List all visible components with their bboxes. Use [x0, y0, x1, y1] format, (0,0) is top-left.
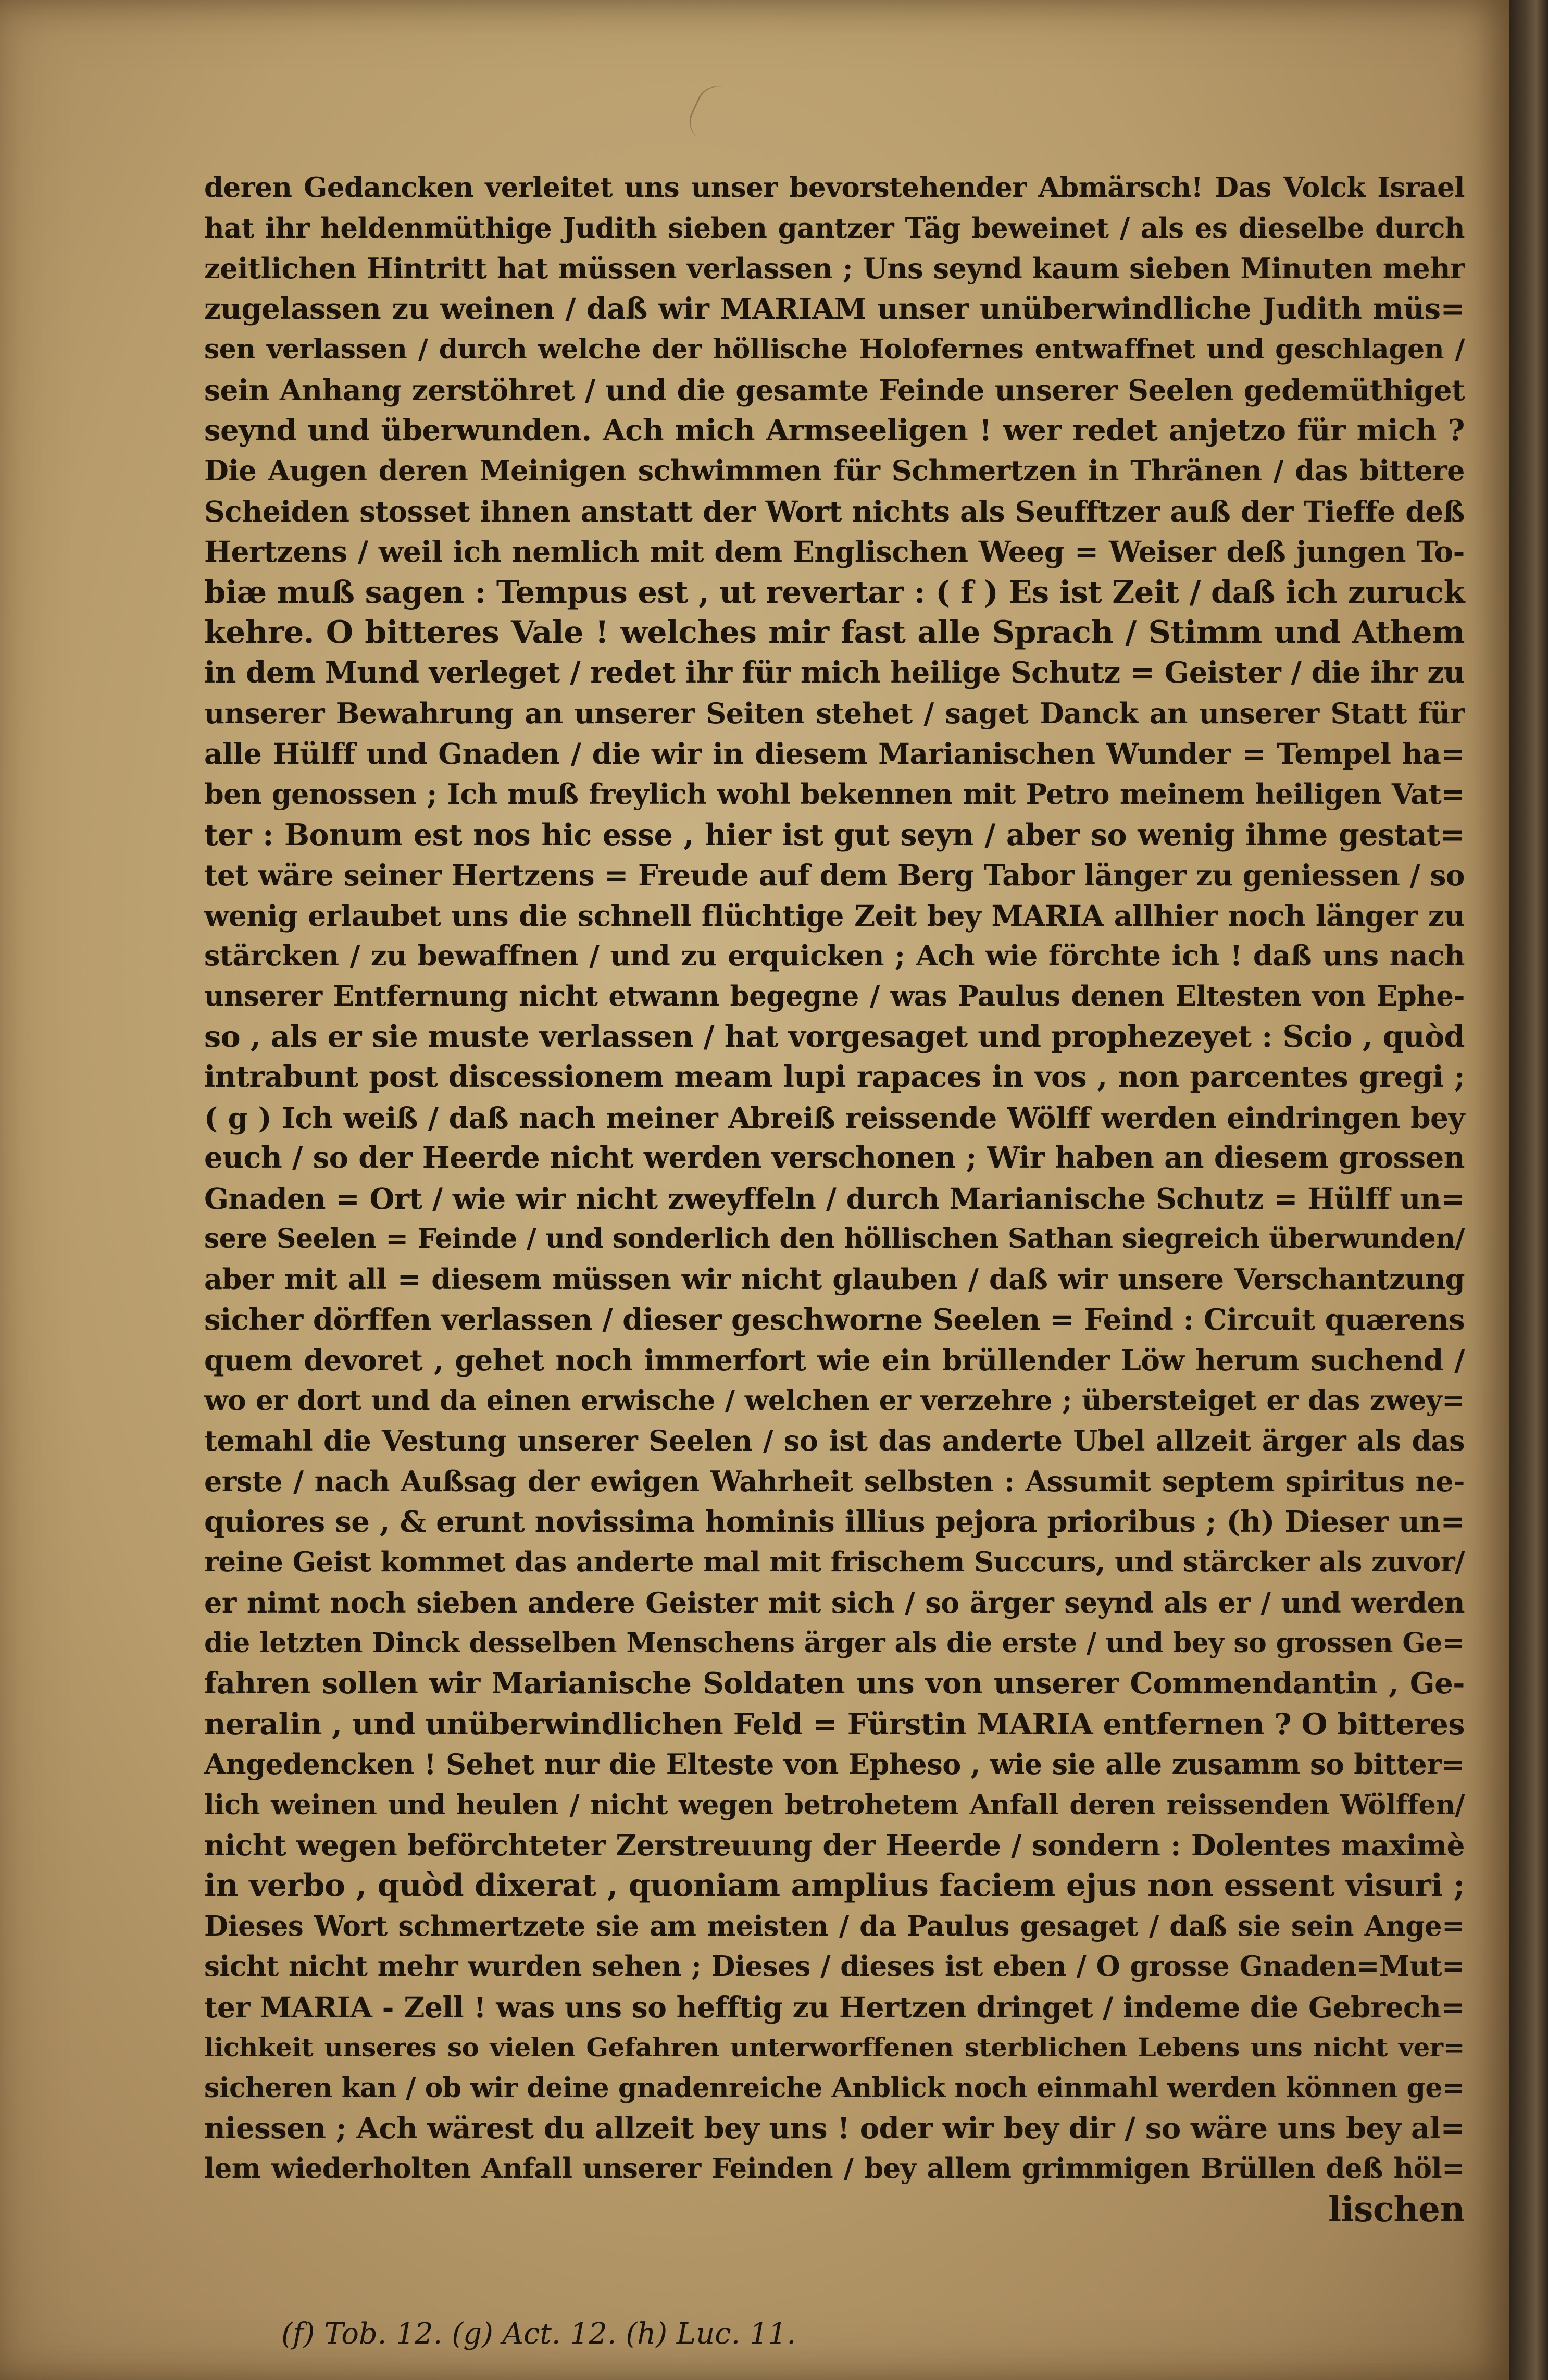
- text-line: Die Augen deren Meinigen schwimmen für Schmertzen in Thränen / das bittere: [204, 454, 1465, 488]
- body-text: [204, 168, 1465, 2229]
- text-line: in dem Mund verleget / redet ihr für mich heilige Schutz = Geister / die ihr zu: [204, 655, 1465, 690]
- text-line: quem devoret , gehet noch immerfort wie ein brüllender Löw herum suchend /: [204, 1343, 1465, 1378]
- text-line: reine Geist kommet das anderte mal mit frischem Succurs, und stärcker als zuvor/: [204, 1546, 1465, 1579]
- text-line: Hertzens / weil ich nemlich mit dem Englischen Weeg = Weiser deß jungen To-: [204, 535, 1465, 569]
- ink-mark: [683, 80, 746, 150]
- text-line: quiores se , & erunt novissima hominis illius pejora prioribus ; (h) Dieser un=: [204, 1504, 1465, 1539]
- text-line: ter : Bonum est nos hic esse , hier ist gut seyn / aber so wenig ihme gestat=: [204, 817, 1465, 852]
- text-line: unserer Entfernung nicht etwann begegne / was Paulus denen Eltesten von Ephe-: [204, 980, 1465, 1012]
- text-line: sere Seelen = Feinde / und sonderlich den höllischen Sathan siegreich überwunden/: [204, 1223, 1465, 1255]
- text-line: sen verlassen / durch welche der höllische Holofernes entwaffnet und geschlagen /: [204, 333, 1465, 366]
- footnotes: (f) Tob. 12. (g) Act. 12. (h) Luc. 11.: [281, 2317, 796, 2351]
- book-binding-edge: [1509, 0, 1548, 2380]
- text-line: sein Anhang zerstöhret / und die gesamte Feinde unserer Seelen gedemüthiget: [204, 373, 1465, 407]
- text-line: niessen ; Ach wärest du allzeit bey uns ! oder wir bey dir / so wäre uns bey al=: [204, 2111, 1465, 2146]
- text-line: Gnaden = Ort / wie wir nicht zweyffeln / durch Marianische Schutz = Hülff un=: [204, 1181, 1465, 1216]
- text-line: ter MARIA - Zell ! was uns so hefftig zu Hertzen dringet / indeme die Gebrech=: [204, 1990, 1465, 2024]
- text-line: zugelassen zu weinen / daß wir MARIAM unser unüberwindliche Judith müs=: [204, 291, 1465, 326]
- text-line: nicht wegen beförchteter Zerstreuung der Heerde / sondern : Dolentes maximè: [204, 1828, 1465, 1863]
- text-line: lich weinen und heulen / nicht wegen betrohetem Anfall deren reissenden Wölffen/: [204, 1789, 1465, 1821]
- text-line: in verbo , quòd dixerat , quoniam amplius faciem ejus non essent visuri ;: [204, 1867, 1465, 1904]
- text-line: wenig erlaubet uns die schnell flüchtige Zeit bey MARIA allhier noch länger zu: [204, 898, 1465, 933]
- text-line: zeitlichen Hintritt hat müssen verlassen ; Uns seynd kaum sieben Minuten mehr: [204, 252, 1465, 286]
- text-line: biæ muß sagen : Tempus est , ut revertar : ( f ) Es ist Zeit / daß ich zuruck: [204, 574, 1465, 610]
- text-line: erste / nach Außsag der ewigen Wahrheit selbsten : Assumit septem spiritus ne-: [204, 1465, 1465, 1498]
- text-line: alle Hülff und Gnaden / die wir in diesem Marianischen Wunder = Tempel ha=: [204, 737, 1465, 771]
- text-line: so , als er sie muste verlassen / hat vorgesaget und prophezeyet : Scio , quòd: [204, 1019, 1465, 1055]
- text-line: ben genossen ; Ich muß freylich wohl bekennen mit Petro meinem heiligen Vat=: [204, 777, 1465, 811]
- text-line: seynd und überwunden. Ach mich Armseeligen ! wer redet anjetzo für mich ?: [204, 413, 1465, 448]
- text-line: intrabunt post discessionem meam lupi rapaces in vos , non parcentes gregi ;: [204, 1060, 1465, 1095]
- text-line: Dieses Wort schmertzete sie am meisten / da Paulus gesaget / daß sie sein Ange=: [204, 1910, 1465, 1942]
- text-line: kehre. O bitteres Vale ! welches mir fast alle Sprach / Stimm und Athem: [204, 614, 1465, 651]
- text-line: neralin , und unüberwindlichen Feld = Fürstin MARIA entfernen ? O bitteres: [204, 1706, 1465, 1742]
- text-line: hat ihr heldenmüthige Judith sieben gantzer Täg beweinet / als es dieselbe durch: [204, 212, 1465, 244]
- text-line: wo er dort und da einen erwische / welchen er verzehre ; übersteiget er das zwey=: [204, 1384, 1465, 1417]
- text-line: stärcken / zu bewaffnen / und zu erquicken ; Ach wie förchte ich ! daß uns nach: [204, 939, 1465, 973]
- text-line: unserer Bewahrung an unserer Seiten stehet / saget Danck an unserer Statt für: [204, 696, 1465, 730]
- text-line: fahren sollen wir Marianische Soldaten uns von unserer Commendantin , Ge-: [204, 1666, 1465, 1701]
- text-line: die letzten Dinck desselben Menschens ärger als die erste / und bey so grossen Ge=: [204, 1627, 1465, 1659]
- text-line: er nimt noch sieben andere Geister mit sich / so ärger seynd als er / und werden: [204, 1585, 1465, 1619]
- text-line: sicher dörffen verlassen / dieser geschworne Seelen = Feind : Circuit quærens: [204, 1302, 1465, 1337]
- text-line: tet wäre seiner Hertzens = Freude auf dem Berg Tabor länger zu geniessen / so: [204, 858, 1465, 892]
- text-line: lischen: [1328, 2188, 1465, 2229]
- text-line: temahl die Vestung unserer Seelen / so ist das anderte Ubel allzeit ärger als das: [204, 1424, 1465, 1458]
- text-line: sicht nicht mehr wurden sehen ; Dieses / dieses ist eben / O grosse Gnaden=Mut=: [204, 1950, 1465, 1983]
- text-line: Scheiden stosset ihnen anstatt der Wort nichts als Seufftzer auß der Tieffe deß: [204, 494, 1465, 528]
- text-line: deren Gedancken verleitet uns unser bevorstehender Abmärsch! Das Volck Israel: [204, 171, 1465, 204]
- text-line: lem wiederholten Anfall unserer Feinden / bey allem grimmigen Brüllen deß höl=: [204, 2152, 1465, 2185]
- text-line: sicheren kan / ob wir deine gnadenreiche Anblick noch einmahl werden können ge=: [204, 2072, 1465, 2104]
- text-line: aber mit all = diesem müssen wir nicht glauben / daß wir unsere Verschantzung: [204, 1262, 1465, 1296]
- text-line: ( g ) Ich weiß / daß nach meiner Abreiß reissende Wölff werden eindringen bey: [204, 1100, 1465, 1135]
- text-line: Angedencken ! Sehet nur die Elteste von Epheso , wie sie alle zusamm so bitter=: [204, 1747, 1465, 1781]
- text-line: lichkeit unseres so vielen Gefahren unterworffenen sterblichen Lebens uns nicht ver=: [204, 2032, 1465, 2063]
- text-line: euch / so der Heerde nicht werden verschonen ; Wir haben an diesem grossen: [204, 1141, 1465, 1175]
